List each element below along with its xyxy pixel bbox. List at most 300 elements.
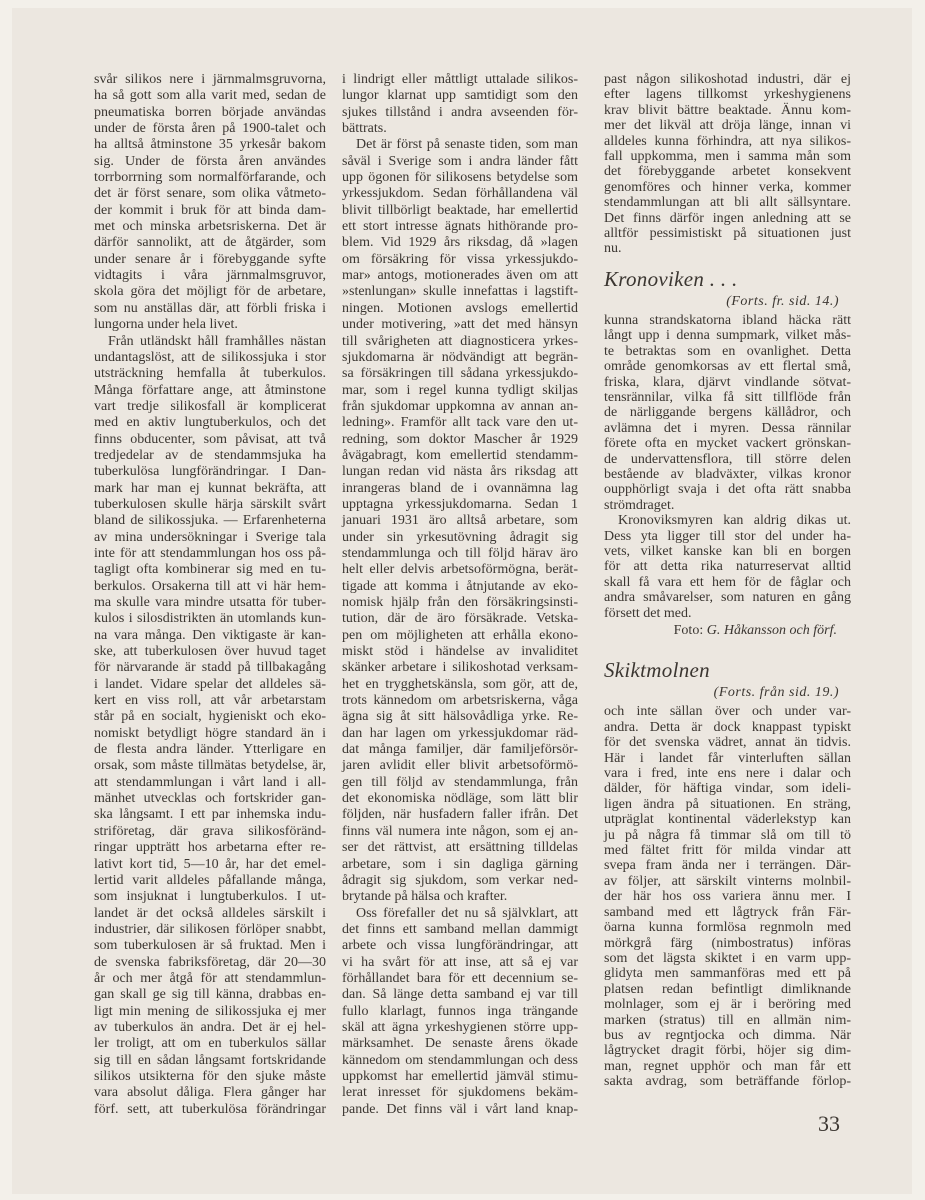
text-line xyxy=(94,399,326,415)
text-line xyxy=(94,415,326,431)
text-line xyxy=(342,693,578,709)
text-line-content: het en trygghetskänsla, som gör, att de, xyxy=(342,676,578,692)
text-line-content: fullo klarlagt, funnos inga trängande xyxy=(342,1003,578,1019)
text-line xyxy=(94,807,326,823)
text-line-content: av följer, att särskilt vinterns molnbil- xyxy=(604,873,851,889)
text-line-content: förf. sett, att tuberkulösa förändringar xyxy=(94,1101,326,1117)
text-line-content: skola göra det möjligt för de arbetare, xyxy=(94,284,326,300)
text-line xyxy=(94,595,326,611)
text-line xyxy=(604,1074,851,1089)
text-line-content: tution, där de äro försäkrade. Vetska- xyxy=(342,611,578,627)
text-line xyxy=(94,383,326,399)
text-line-content: förete ofta en mycket vackert grönskan- xyxy=(604,436,851,452)
text-line-content: sig. Under de första åren användes xyxy=(94,153,326,169)
photo-credit-label: Foto: xyxy=(673,623,707,638)
text-line xyxy=(604,766,851,781)
text-line-content: de närliggande bergens källådror, och xyxy=(604,405,851,421)
text-line-content: met och minska arbetsriskerna. Det är xyxy=(94,219,326,235)
text-line-content: blivit tillbörligt beaktade, har emellertid xyxy=(342,202,578,218)
text-line-content: lungorna under hela livet. xyxy=(94,317,238,333)
text-line xyxy=(342,546,578,562)
text-line xyxy=(604,467,851,482)
text-line-content: efter lagens tillkomst yrkeshygienens xyxy=(604,87,851,103)
text-line xyxy=(94,137,326,153)
text-line-content: upp ögonen för silikosens betydelse som xyxy=(342,170,578,186)
text-line-content: det förebyggande arbetet konsekvent xyxy=(604,164,851,180)
text-line-content: yrkessjukdom. Sedan förhållandena väl xyxy=(342,186,578,202)
paragraph xyxy=(342,137,578,905)
text-line xyxy=(94,1053,326,1069)
text-line-content: ett stort intresse ägnats hithörande pro- xyxy=(342,219,578,235)
paragraph xyxy=(604,313,851,513)
text-line-content: lerat inresset för sjukdomens bekäm- xyxy=(342,1085,578,1101)
text-line-content: sakta avdrag, som beträffande förlop- xyxy=(604,1074,851,1090)
text-line xyxy=(94,481,326,497)
text-line xyxy=(94,301,326,317)
text-line-content: orsak, som måste tillmätas betydelse, är, xyxy=(94,758,326,774)
text-line xyxy=(342,530,578,546)
text-line xyxy=(604,149,851,164)
text-line-content: av mina undersökningar i Sverige tala xyxy=(94,529,326,545)
text-line-content: vidtagits i våra järnmalmsgruvor, xyxy=(94,268,326,284)
text-line-content: arbete och vissa lungförändringar, att xyxy=(342,938,578,954)
text-line xyxy=(342,1053,578,1069)
text-line xyxy=(604,513,851,528)
text-line xyxy=(604,226,851,241)
text-line xyxy=(94,955,326,971)
text-line xyxy=(94,366,326,382)
text-line xyxy=(604,559,851,574)
text-line xyxy=(342,824,578,840)
text-line-content: svepa fram ända ner i terrängen. Där- xyxy=(604,858,851,874)
text-line xyxy=(604,118,851,133)
text-line-content: skall få vara ett hem för de fåglar och xyxy=(604,574,851,590)
text-line xyxy=(342,889,578,905)
text-line xyxy=(604,590,851,605)
text-line xyxy=(342,497,578,513)
text-line-content: svår silikos nere i järnmalmsgruvorna, xyxy=(94,72,326,87)
text-line xyxy=(342,971,578,987)
text-line xyxy=(604,1013,851,1028)
text-line xyxy=(342,726,578,742)
text-line-content: krav blivit bättre beaktade. Ännu kom- xyxy=(604,102,851,118)
text-line-content: ådragit sig sjukdom, som verkar ned- xyxy=(342,872,578,888)
text-line xyxy=(604,606,851,621)
text-line xyxy=(94,497,326,513)
text-line xyxy=(94,219,326,235)
text-line xyxy=(604,781,851,796)
text-line xyxy=(604,436,851,451)
text-line-content: pande. Det finns väl i vårt land knap- xyxy=(342,1101,578,1117)
text-line-content: det finns ett samband mellan dammigt xyxy=(342,921,578,937)
text-line xyxy=(342,154,578,170)
text-line xyxy=(604,211,851,226)
text-line-content: i landet. Vidare spelar det alldeles sä- xyxy=(94,676,326,692)
text-line-content: ligt min mening de silikossjuka ej mer xyxy=(94,1003,326,1019)
paragraph xyxy=(94,334,326,1119)
text-line-content: vart tredje silikosfall är komplicerat xyxy=(94,398,326,414)
text-line xyxy=(94,546,326,562)
text-line xyxy=(94,824,326,840)
text-line xyxy=(604,751,851,766)
text-line-content: bland de silikossjuka. — Erfarenheterna xyxy=(94,513,326,529)
text-line-content: mörkgrå färg (nimbostratus) införas xyxy=(604,935,851,951)
text-line-content: för det svenska vädret, annat än tidvis. xyxy=(604,735,851,751)
text-column-3 xyxy=(604,72,851,1090)
text-line xyxy=(342,775,578,791)
text-line xyxy=(604,87,851,102)
text-line-content: och inte sällan över och under var- xyxy=(604,704,851,720)
text-line-content: finns obducenter, som påvisat, att två xyxy=(94,431,326,447)
text-line xyxy=(342,938,578,954)
text-line-content: långt upp i denna sumpmark, vilket mås- xyxy=(604,328,851,344)
text-line-content: av tuberkulos än andra. Det är ej hel- xyxy=(94,1019,326,1035)
text-line-content: som nu anställas där, att förbli friska i xyxy=(94,300,326,316)
text-line xyxy=(94,775,326,791)
text-line-content: om försäkring för vissa yrkessjukdo- xyxy=(342,251,578,267)
text-line-content: lungan redan vid nästa års riksdag att xyxy=(342,464,578,480)
text-line xyxy=(342,317,578,333)
text-line-content: industrier, där silikosen förlöper snabbt, xyxy=(94,921,326,937)
text-line-content: upptagna yrkessjukdomarna. Sedan 1 xyxy=(342,496,578,512)
text-line-content: inrangeras bland de i ovannämna lag xyxy=(342,480,578,496)
text-line xyxy=(94,334,326,350)
text-line-content: de undervattensflora, till större delen xyxy=(604,451,851,467)
text-line-content: andra. Detta är dock knappast typiskt xyxy=(604,719,851,735)
text-line xyxy=(342,840,578,856)
text-line-content: tigade att komma i åtnjutande av eko- xyxy=(342,578,578,594)
text-line-content: avlämna det i myren. Dessa rännilar xyxy=(604,420,851,436)
text-line xyxy=(342,72,578,88)
text-line-content: Dess yta ligger till stor del under ha- xyxy=(604,528,851,544)
text-line-content: tagligt ofta kombinerar sig med en tu- xyxy=(94,562,326,578)
text-line-content: mer det likväl att dröja länge, innan vi xyxy=(604,118,851,134)
text-line-content: förhållandet bara för ett decennium se- xyxy=(342,970,578,986)
text-line xyxy=(604,936,851,951)
text-line-content: januari 1931 äro alltså arbetare, som xyxy=(342,513,578,529)
text-line xyxy=(342,595,578,611)
text-line xyxy=(604,797,851,812)
text-line-content: Kronoviksmyren kan aldrig dikas ut. xyxy=(618,513,851,529)
text-line xyxy=(94,317,326,333)
text-line-content: inte för att stendammlungan hos oss på- xyxy=(94,545,326,561)
text-line-content: det är först senare, som olika våtmeto- xyxy=(94,186,326,202)
text-line xyxy=(342,383,578,399)
text-line xyxy=(342,644,578,660)
text-line xyxy=(94,726,326,742)
text-line xyxy=(94,742,326,758)
photo-credit-names: G. Håkansson och förf. xyxy=(706,623,837,638)
text-line xyxy=(342,857,578,873)
text-line xyxy=(94,121,326,137)
text-line-content: Det finns därför ingen anledning att se xyxy=(604,210,851,226)
text-line-content: som insjuknat i lungtuberkulos. I ut- xyxy=(94,889,326,905)
text-line-content: alltför pessimistiskt på situationen just xyxy=(604,226,851,242)
text-line-content: lativt kort tid, 5—10 år, har det emel- xyxy=(94,856,326,872)
page-number: 33 xyxy=(818,1111,840,1136)
text-line xyxy=(342,121,578,137)
text-line xyxy=(342,481,578,497)
text-line-content: tredjedelar av de stendammsjuka ha xyxy=(94,447,326,463)
text-line xyxy=(604,313,851,328)
text-line-content: de flesta andra länder. Ytterligare en xyxy=(94,742,326,758)
text-line-content: te betraktas som en ovanlighet. Detta xyxy=(604,343,851,359)
text-line xyxy=(342,742,578,758)
text-line xyxy=(94,170,326,186)
text-line-content: undantagslöst, att de silikossjuka i stor xyxy=(94,349,326,365)
text-line-content: till svårigheten att diagnosticera yrkes- xyxy=(342,333,578,349)
paragraph xyxy=(604,704,851,1089)
text-line xyxy=(94,873,326,889)
text-line-content: som det lägsta skiktet i en varm upp- xyxy=(604,950,851,966)
text-line-content: ägna sig åt sitt hälsovådliga yrke. Re- xyxy=(342,709,578,725)
text-line-content: Från utländskt håll framhålles nästan xyxy=(108,333,326,349)
text-line xyxy=(94,72,326,88)
text-line xyxy=(342,579,578,595)
text-line xyxy=(342,1036,578,1052)
text-line-content: sjukdomarna är nödvändigt att begrän- xyxy=(342,349,578,365)
text-line xyxy=(342,611,578,627)
text-line xyxy=(342,170,578,186)
text-line xyxy=(604,134,851,149)
text-line-content: dan har lagen om yrkessjukdomar räd- xyxy=(342,725,578,741)
text-line-content: ha så gott som alla varit med, sedan de xyxy=(94,88,326,104)
text-line xyxy=(342,987,578,1003)
text-line xyxy=(604,1043,851,1058)
text-line xyxy=(94,1020,326,1036)
text-line-content: från sjukdomar uppkomna av annan an- xyxy=(342,398,578,414)
text-line-content: åvägabragt, kom emellertid stendamm- xyxy=(342,447,578,463)
text-line xyxy=(94,235,326,251)
text-line-content: nomisk hjälp från den försäkringsinsti- xyxy=(342,595,578,610)
text-line-content: under motivering, »att det med hänsyn xyxy=(342,317,578,333)
text-line xyxy=(604,164,851,179)
text-line xyxy=(94,971,326,987)
text-line-content: platsen redan befintligt dimliknande xyxy=(604,981,851,997)
text-line xyxy=(94,889,326,905)
text-line-content: ju på några få timmar slå om till tö xyxy=(604,827,851,843)
text-line-content: vi ha svårt för att inse, att så ej var xyxy=(342,954,578,970)
text-line xyxy=(604,874,851,889)
text-line-content: följden, när husfadern faller ifrån. Det xyxy=(342,807,578,823)
text-line xyxy=(604,103,851,118)
text-line xyxy=(94,154,326,170)
text-line xyxy=(94,840,326,856)
text-line xyxy=(342,105,578,121)
paragraph xyxy=(604,72,851,257)
text-line-content: kulos i silosdistrikten än utomlands kun- xyxy=(94,611,326,627)
text-line xyxy=(604,920,851,935)
text-line-content: tensrännilar, vilka få sitt tillflöde från xyxy=(604,389,851,405)
text-line xyxy=(604,375,851,390)
text-line-content: ledning». Framför allt tack vare den ut- xyxy=(342,415,578,431)
text-line xyxy=(342,1102,578,1118)
text-line-content: ske, att tuberkulosen över huvud taget xyxy=(94,644,326,660)
text-line-content: bus av regntjocka och dimma. När xyxy=(604,1027,851,1043)
text-line-content: molnlager, som ej är i beröring med xyxy=(604,997,851,1013)
text-line-content: att stendammlungan i vårt land i all- xyxy=(94,774,326,790)
text-line-content: vets, vilket kanske kan bli en borgen xyxy=(604,543,851,559)
text-line xyxy=(604,72,851,87)
text-line xyxy=(604,951,851,966)
text-line xyxy=(342,301,578,317)
text-line xyxy=(342,955,578,971)
text-line-content: nu. xyxy=(604,241,622,257)
text-line-content: der kommit i bruk för att binda dam- xyxy=(94,202,326,218)
text-line-content: område genomkorsas av ett flertal små, xyxy=(604,359,851,375)
text-line xyxy=(94,1102,326,1118)
text-line-content: pen om möjligheten att erhålla ekono- xyxy=(342,627,578,643)
text-line xyxy=(94,611,326,627)
text-line xyxy=(604,812,851,827)
text-line-content: kännedom om stendammlungan och dess xyxy=(342,1052,578,1068)
text-line-content: der här hos oss variera ännu mer. I xyxy=(604,889,851,905)
text-line xyxy=(342,399,578,415)
text-line-content: under de första åren på 1900-talet och xyxy=(94,121,326,137)
text-line xyxy=(604,344,851,359)
text-line-content: kunna strandskatorna ibland häcka rätt xyxy=(604,312,851,328)
text-line-content: såväl i Sverige som i andra länder fått xyxy=(342,153,578,169)
text-line xyxy=(94,758,326,774)
text-line-content: pneumatiska borren började användas xyxy=(94,104,326,120)
text-line-content: genomföres och hinner verka, kommer xyxy=(604,179,851,195)
text-line xyxy=(342,807,578,823)
article-heading: Kronoviken . . . xyxy=(604,266,738,291)
text-line xyxy=(94,791,326,807)
text-line xyxy=(94,350,326,366)
text-line xyxy=(94,105,326,121)
text-line xyxy=(342,791,578,807)
text-line xyxy=(342,235,578,251)
text-line xyxy=(342,366,578,382)
text-line-content: Oss förefaller det nu så självklart, att xyxy=(356,905,578,921)
text-line xyxy=(604,359,851,374)
text-line-content: under sin yrkesutövning ådragit sig xyxy=(342,529,578,545)
text-line-content: strömdraget. xyxy=(604,497,675,513)
text-line-content: torrborrning som normalförfarande, och xyxy=(94,170,326,186)
text-line-content: mänhet utvecklas och fortskrider gan- xyxy=(94,791,326,807)
text-line-content: ligen ändra på situationen. En sträng, xyxy=(604,796,851,812)
text-line xyxy=(342,873,578,889)
text-line-content: kert en viss roll, att vår arbetarstam xyxy=(94,693,326,709)
text-line-content: dat många familjer, där familjeförsör- xyxy=(342,742,578,758)
magazine-page xyxy=(12,8,912,1194)
text-line xyxy=(342,219,578,235)
text-line-content: jaren avlidit eller blivit arbetsoförmö- xyxy=(342,758,578,774)
text-line-content: stendammlungan att bli allt sällsyntare. xyxy=(604,195,851,211)
text-line xyxy=(94,644,326,660)
text-line xyxy=(604,735,851,750)
text-line xyxy=(94,268,326,284)
article-heading: Skiktmolnen xyxy=(604,658,710,683)
text-line-content: helt eller delvis arbetsoförmögna, berät- xyxy=(342,562,578,578)
text-line-content: »stenlungan» skulle innefattas i lagstift- xyxy=(342,284,578,300)
text-line-content: ska långsamt. I ett par inhemska indu- xyxy=(94,807,326,823)
text-line xyxy=(604,1028,851,1043)
text-line xyxy=(94,448,326,464)
text-line-content: mark har man ej kunnat bekräfta, att xyxy=(94,480,326,496)
text-line-content: ma skulle vara mindre utsatta för tuber- xyxy=(94,595,326,610)
text-line xyxy=(342,88,578,104)
text-line xyxy=(604,828,851,843)
text-line-content: alldeles kunna förhindra, att nya silikos- xyxy=(604,133,851,149)
text-line xyxy=(94,513,326,529)
text-line xyxy=(94,922,326,938)
text-line xyxy=(94,938,326,954)
text-line-content: tuberkulosen skulle härja särskilt svårt xyxy=(94,496,326,512)
text-line-content: de svenska fabriksföretag, där 20—30 xyxy=(94,954,326,970)
text-line-content: friska, klara, djärvt vindlande sötvat- xyxy=(604,374,851,390)
text-line xyxy=(604,452,851,467)
text-line xyxy=(94,709,326,725)
text-line xyxy=(604,405,851,420)
text-line xyxy=(604,241,851,256)
text-line xyxy=(94,186,326,202)
text-line-content: blem. Vid 1929 års riksdag, då »lagen xyxy=(342,235,578,251)
text-line xyxy=(604,180,851,195)
text-line xyxy=(604,529,851,544)
text-line xyxy=(342,252,578,268)
text-line-content: som tuberkulosen är så fruktad. Men i xyxy=(94,938,326,954)
text-line xyxy=(342,203,578,219)
text-line xyxy=(342,1085,578,1101)
text-line-content: Många författare ange, att åtminstone xyxy=(94,382,326,398)
text-line xyxy=(604,328,851,343)
text-line-content: står på en socialt, hygieniskt och eko- xyxy=(94,709,326,725)
text-line xyxy=(94,530,326,546)
text-line-content: med fältet fritt för milda vindar att xyxy=(604,843,851,859)
text-line xyxy=(342,628,578,644)
text-line xyxy=(94,562,326,578)
text-line-content: med en aktiv lungtuberkulos, och det xyxy=(94,415,326,431)
text-line-content: samband med ett lågtryck från Fär- xyxy=(604,904,851,920)
text-line-content: bestående av bladväxter, vilkas kronor xyxy=(604,466,851,482)
text-line-content: man, regnet upphör och man får ett xyxy=(604,1058,851,1074)
text-line xyxy=(342,334,578,350)
text-column-1 xyxy=(94,72,326,1118)
text-line-content: silikos utsikterna för den sjuke måste xyxy=(94,1068,326,1084)
text-line xyxy=(342,137,578,153)
text-line-content: dan. Så länge detta samband ej var till xyxy=(342,987,578,1003)
text-line xyxy=(342,448,578,464)
text-line-content: past någon silikoshotad industri, där ej xyxy=(604,72,851,87)
text-line xyxy=(342,350,578,366)
text-line-content: finns väl numera inte någon, som ej an- xyxy=(342,823,578,839)
text-line xyxy=(604,720,851,735)
text-line-content: fall uppkomma, men i samma mån som xyxy=(604,149,851,165)
text-line xyxy=(94,1036,326,1052)
text-line xyxy=(342,1004,578,1020)
text-line xyxy=(342,1020,578,1036)
text-line xyxy=(342,268,578,284)
text-line xyxy=(342,284,578,300)
text-line xyxy=(94,284,326,300)
text-line xyxy=(604,843,851,858)
text-line-content: vara absolut dåliga. Flera gånger har xyxy=(94,1085,326,1101)
text-line-content: striföretag, där grava silikosföränd- xyxy=(94,823,326,839)
text-line-content: gan skall ge sig till känna, drabbas en- xyxy=(94,987,326,1003)
text-line-content: ha alltså åtminstone 35 yrkesår bakom xyxy=(94,137,326,153)
text-line xyxy=(604,390,851,405)
text-line-content: försett det med. xyxy=(604,605,692,621)
text-line xyxy=(94,987,326,1003)
paragraph xyxy=(342,906,578,1118)
text-line-content: stendammlunga och till följd härav äro xyxy=(342,545,578,561)
text-line-content: oupphörligt svaja i det ofta rätt snabba xyxy=(604,482,851,498)
text-line-content: skäl att ägna yrkeshygienen större upp- xyxy=(342,1019,578,1035)
text-line-content: andra småvarelser, som naturen en gång xyxy=(604,590,851,606)
text-line xyxy=(604,905,851,920)
